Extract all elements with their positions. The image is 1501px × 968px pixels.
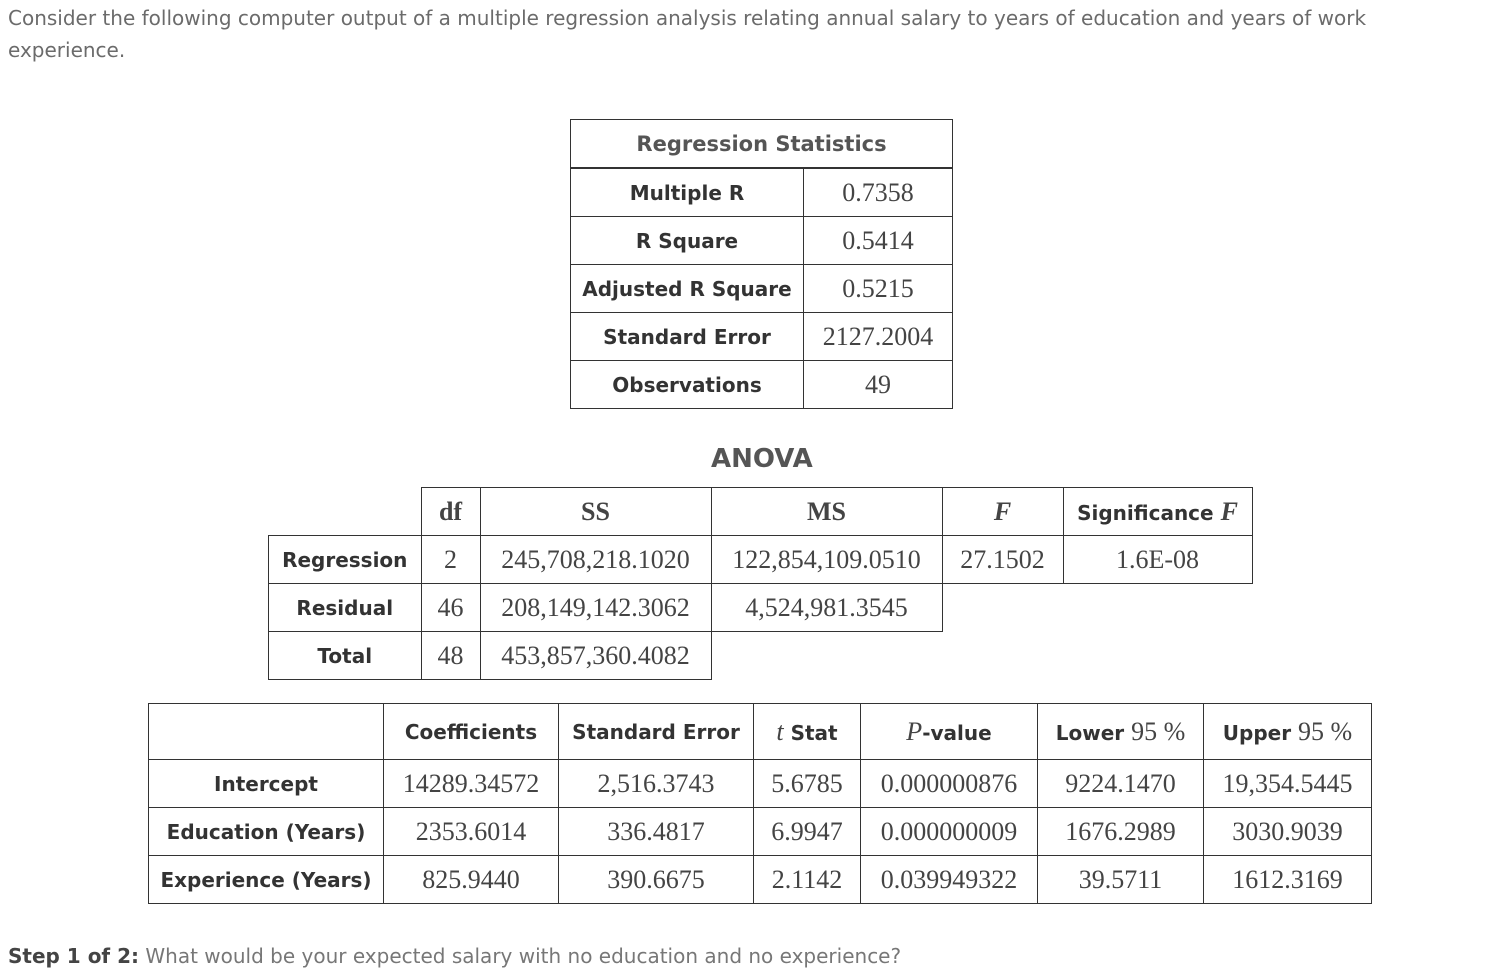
standard-error-cell: 2,516.3743: [559, 760, 754, 808]
df-cell: 46: [421, 584, 480, 632]
upper-95-cell: 3030.9039: [1204, 808, 1372, 856]
t-stat-cell: 5.6785: [754, 760, 861, 808]
lower-95-number: 95 %: [1131, 716, 1186, 746]
row-label: Residual: [269, 584, 422, 632]
upper-95-number: 95 %: [1298, 716, 1353, 746]
upper-95-cell: 19,354.5445: [1204, 760, 1372, 808]
f-cell: 27.1502: [942, 536, 1063, 584]
stat-value: 0.5215: [804, 265, 953, 313]
upper-label: Upper: [1222, 720, 1299, 745]
regression-statistics-table: [570, 119, 953, 409]
empty-cell: [1063, 632, 1252, 680]
standard-error-cell: 336.4817: [559, 808, 754, 856]
t-stat-cell: 2.1142: [754, 856, 861, 904]
significance-f-symbol: F: [1220, 496, 1238, 526]
lower-95-cell: 1676.2989: [1038, 808, 1204, 856]
significance-cell: 1.6E-08: [1063, 536, 1252, 584]
f-header: F: [942, 488, 1063, 536]
empty-cell: [149, 704, 384, 760]
stat-value: 0.7358: [804, 168, 953, 217]
p-value-cell: 0.000000009: [861, 808, 1038, 856]
t-stat-label: Stat: [783, 720, 838, 745]
empty-cell: [711, 632, 942, 680]
table-header-row: [149, 704, 1372, 760]
empty-cell: [942, 584, 1063, 632]
stat-value: 0.5414: [804, 217, 953, 265]
table-row: [269, 536, 1253, 584]
table-row: [149, 808, 1372, 856]
stat-value: 49: [804, 361, 953, 409]
row-label: Education (Years): [149, 808, 384, 856]
stat-value: 2127.2004: [804, 313, 953, 361]
step-question-text: What would be your expected salary with no education and no experience?: [139, 944, 902, 968]
empty-cell: [1063, 584, 1252, 632]
significance-label: Significance: [1077, 500, 1221, 525]
significance-f-header: [1063, 488, 1252, 536]
stat-label: R Square: [571, 217, 804, 265]
lower-95-cell: 39.5711: [1038, 856, 1204, 904]
table-row: [571, 265, 953, 313]
table-row: [571, 217, 953, 265]
p-symbol: P: [906, 716, 923, 746]
anova-table: [268, 487, 1253, 680]
coefficient-cell: 825.9440: [384, 856, 559, 904]
empty-cell: [269, 488, 422, 536]
row-label: Intercept: [149, 760, 384, 808]
ms-cell: 122,854,109.0510: [711, 536, 942, 584]
standard-error-cell: 390.6675: [559, 856, 754, 904]
table-row: [149, 760, 1372, 808]
coefficient-cell: 2353.6014: [384, 808, 559, 856]
p-value-cell: 0.000000876: [861, 760, 1038, 808]
table-row: [571, 168, 953, 217]
t-stat-header: [754, 704, 861, 760]
standard-error-header: Standard Error: [559, 704, 754, 760]
ss-cell: 245,708,218.1020: [480, 536, 711, 584]
empty-cell: [942, 632, 1063, 680]
table-row: [149, 856, 1372, 904]
stat-label: Multiple R: [571, 168, 804, 217]
ss-cell: 453,857,360.4082: [480, 632, 711, 680]
df-cell: 2: [421, 536, 480, 584]
coefficients-header: Coefficients: [384, 704, 559, 760]
lower-95-header: [1038, 704, 1204, 760]
regression-statistics-title: Regression Statistics: [571, 120, 953, 169]
p-value-label: -value: [922, 720, 992, 745]
ss-cell: 208,149,142.3062: [480, 584, 711, 632]
table-header-row: [269, 488, 1253, 536]
p-value-cell: 0.039949322: [861, 856, 1038, 904]
table-row: [571, 361, 953, 409]
table-row: [269, 584, 1253, 632]
upper-95-cell: 1612.3169: [1204, 856, 1372, 904]
coefficients-table: [148, 703, 1372, 904]
table-row: [571, 313, 953, 361]
lower-label: Lower: [1055, 720, 1132, 745]
ms-cell: 4,524,981.3545: [711, 584, 942, 632]
step-question: [8, 944, 901, 968]
stat-label: Adjusted R Square: [571, 265, 804, 313]
stat-label: Observations: [571, 361, 804, 409]
df-cell: 48: [421, 632, 480, 680]
t-stat-cell: 6.9947: [754, 808, 861, 856]
df-header: df: [421, 488, 480, 536]
ms-header: MS: [711, 488, 942, 536]
row-label: Regression: [269, 536, 422, 584]
stat-label: Standard Error: [571, 313, 804, 361]
row-label: Total: [269, 632, 422, 680]
anova-title: ANOVA: [711, 444, 813, 474]
coefficient-cell: 14289.34572: [384, 760, 559, 808]
t-symbol: t: [776, 716, 784, 746]
table-row: [269, 632, 1253, 680]
ss-header: SS: [480, 488, 711, 536]
problem-intro: Consider the following computer output of a multiple regression analysis relating annual salary to years of education and years of work experience.: [8, 6, 1367, 62]
lower-95-cell: 9224.1470: [1038, 760, 1204, 808]
p-value-header: [861, 704, 1038, 760]
upper-95-header: [1204, 704, 1372, 760]
row-label: Experience (Years): [149, 856, 384, 904]
step-label: Step 1 of 2:: [8, 944, 140, 968]
